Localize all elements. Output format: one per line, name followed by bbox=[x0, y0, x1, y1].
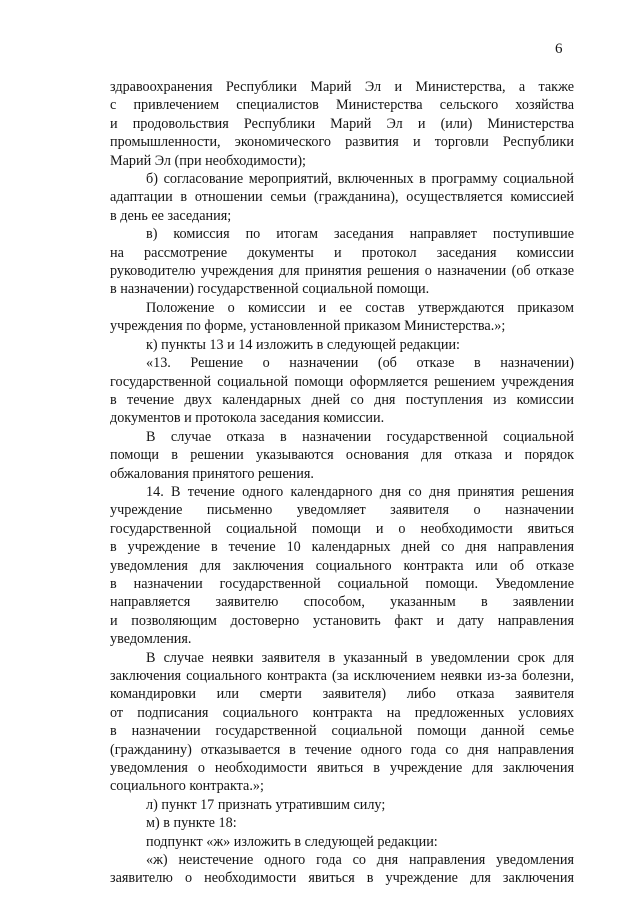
paragraph-p2 bbox=[110, 170, 574, 225]
paragraph-p11 bbox=[110, 814, 574, 832]
text-line: к) пункты 13 и 14 изложить в следующей редакции: bbox=[146, 336, 461, 353]
text-line: заявителю о необходимости явиться в учреждение для заключения bbox=[110, 870, 574, 887]
text-line: социального контракта.»; bbox=[110, 778, 264, 795]
text-line: командировки или смерти заявителя) либо отказа заявителя bbox=[110, 686, 574, 703]
text-line: учреждения по форме, установленной приказом Министерства.»; bbox=[110, 318, 506, 335]
text-line: «13. Решение о назначении (об отказе в назначении) bbox=[146, 355, 574, 372]
text-line: в течение двух календарных дней со дня поступления из комиссии bbox=[110, 391, 574, 408]
paragraph-p9 bbox=[110, 649, 574, 796]
text-line: направляется заявителю способом, указанным в заявлении bbox=[110, 594, 574, 611]
text-line: Положение о комиссии и ее состав утверждаются приказом bbox=[146, 299, 574, 316]
text-line: в назначении) государственной социальной помощи. bbox=[110, 281, 430, 298]
text-line: Марий Эл (при необходимости); bbox=[110, 152, 306, 169]
text-line: уведомления о необходимости явиться в учреждение для заключения bbox=[110, 760, 574, 777]
page-number: 6 bbox=[555, 41, 563, 57]
paragraph-p7 bbox=[110, 428, 574, 483]
text-line: В случае отказа в назначении государственной социальной bbox=[146, 428, 574, 445]
text-line: м) в пункте 18: bbox=[146, 815, 237, 832]
text-line: в назначении государственной социальной помощи данной семье bbox=[110, 723, 574, 740]
text-line: здравоохранения Республики Марий Эл и Министерства, а также bbox=[110, 79, 574, 95]
text-line: государственной социальной помощи оформляется решением учреждения bbox=[110, 373, 574, 390]
text-line: в назначении государственной социальной помощи. Уведомление bbox=[110, 575, 574, 592]
paragraph-p4 bbox=[110, 299, 574, 336]
text-line: заключения социального контракта (за исключением неявки из-за болезни, bbox=[110, 668, 574, 684]
text-line: и позволяющим достоверно установить факт и дату направления bbox=[110, 612, 574, 629]
text-line: «ж) неистечение одного года со дня направления уведомления bbox=[146, 852, 574, 869]
text-line: помощи в решении указываются основания для отказа и порядок bbox=[110, 447, 574, 464]
text-line: на рассмотрение документы и протокол заседания комиссии bbox=[110, 244, 574, 261]
text-line: промышленности, экономического развития и торговли Республики bbox=[110, 134, 574, 151]
paragraph-p6 bbox=[110, 354, 574, 428]
paragraph-p8 bbox=[110, 483, 574, 649]
paragraph-p1 bbox=[110, 78, 574, 170]
paragraph-p12 bbox=[110, 833, 574, 851]
text-line: подпункт «ж» изложить в следующей редакции: bbox=[146, 833, 438, 850]
text-line: документов и протокола заседания комиссии. bbox=[110, 410, 385, 427]
text-line: в) комиссия по итогам заседания направляет поступившие bbox=[146, 226, 574, 243]
text-line: уведомления для заключения социального контракта или об отказе bbox=[110, 557, 574, 574]
text-line: в учреждение в течение 10 календарных дней со дня направления bbox=[110, 539, 574, 556]
paragraph-p5 bbox=[110, 336, 574, 354]
text-line: с привлечением специалистов Министерства сельского хозяйства bbox=[110, 97, 574, 114]
text-line: В случае неявки заявителя в указанный в уведомлении срок для bbox=[146, 649, 574, 666]
text-line: и продовольствия Республики Марий Эл и (или) Министерства bbox=[110, 115, 574, 132]
text-line: в день ее заседания; bbox=[110, 207, 232, 224]
text-line: государственной социальной помощи и о необходимости явиться bbox=[110, 520, 574, 537]
text-line: руководителю учреждения для принятия решения о назначении (об отказе bbox=[110, 263, 574, 280]
paragraph-p13 bbox=[110, 851, 574, 888]
paragraph-p3 bbox=[110, 225, 574, 299]
paragraph-p10 bbox=[110, 796, 574, 814]
text-line: от подписания социального контракта на предложенных условиях bbox=[110, 704, 574, 721]
text-line: (гражданину) отказывается в течение одного года со дня направления bbox=[110, 741, 574, 758]
text-line: уведомления. bbox=[110, 631, 192, 648]
text-line: учреждение письменно уведомляет заявителя о назначении bbox=[110, 502, 574, 519]
text-line: адаптации в отношении семьи (гражданина), осуществляется комиссией bbox=[110, 189, 574, 206]
document-body bbox=[110, 78, 574, 888]
text-line: обжалования принятого решения. bbox=[110, 465, 314, 482]
text-line: 14. В течение одного календарного дня со дня принятия решения bbox=[146, 483, 574, 500]
text-line: л) пункт 17 признать утратившим силу; bbox=[146, 796, 386, 813]
text-line: б) согласование мероприятий, включенных в программу социальной bbox=[146, 171, 574, 188]
